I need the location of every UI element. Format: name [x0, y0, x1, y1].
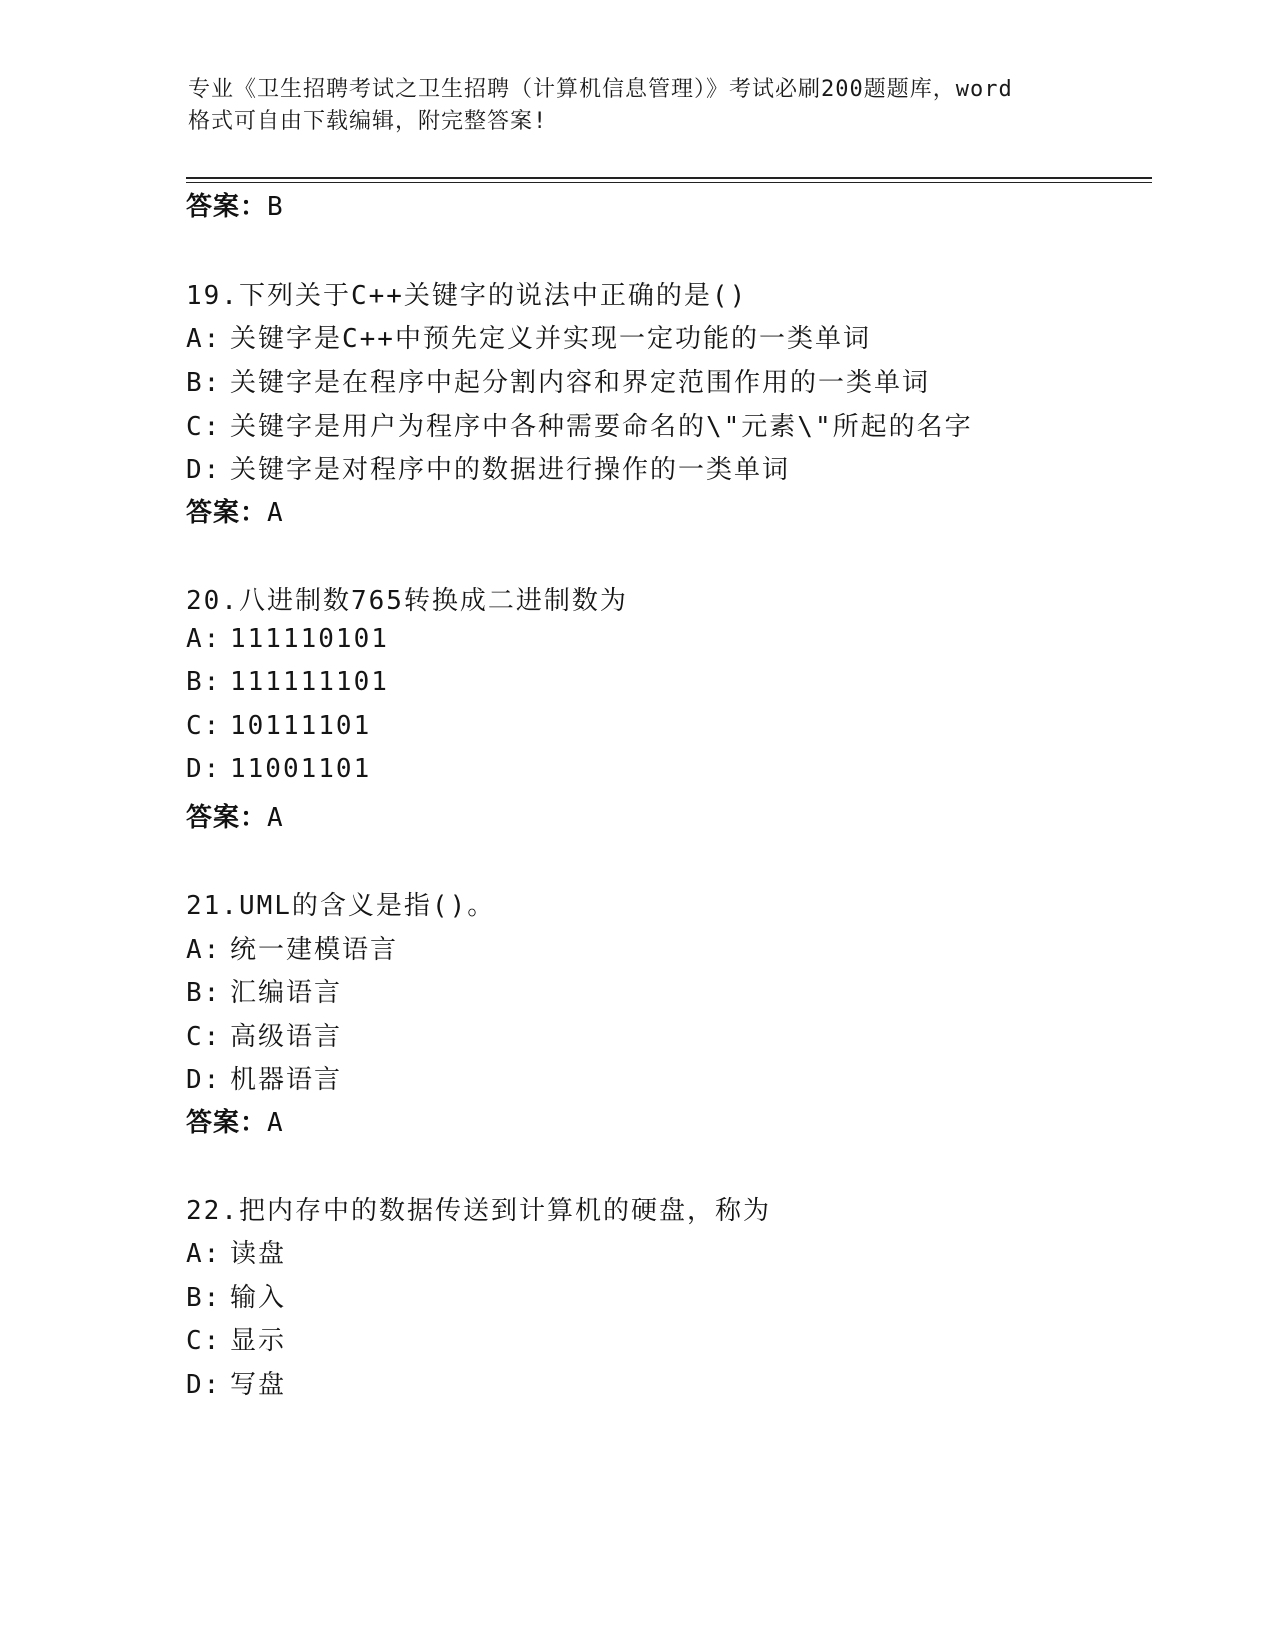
option-key: A:	[186, 935, 222, 965]
option-key: B:	[186, 368, 222, 398]
option-d	[186, 449, 790, 486]
option-a	[186, 624, 389, 654]
option-d	[186, 754, 371, 784]
option-key: C:	[186, 1022, 222, 1052]
option-key: B:	[186, 1283, 222, 1313]
option-text: 关键字是对程序中的数据进行操作的一类单词	[230, 455, 791, 485]
option-b	[186, 1277, 286, 1314]
answer-value: A	[267, 1108, 284, 1138]
option-text: 读盘	[230, 1239, 287, 1269]
option-key: D:	[186, 754, 222, 784]
header-line-1: 专业《卫生招聘考试之卫生招聘（计算机信息管理）》考试必刷200题题库，word	[188, 77, 1013, 102]
question-title: 22.把内存中的数据传送到计算机的硬盘，称为	[186, 1196, 771, 1226]
option-key: C:	[186, 1326, 222, 1356]
option-text: 显示	[230, 1326, 287, 1356]
option-key: A:	[186, 324, 222, 354]
header-divider-thick	[186, 177, 1152, 179]
option-a	[186, 1233, 286, 1270]
option-key: D:	[186, 1065, 222, 1095]
answer-label: 答案：	[186, 192, 268, 222]
option-key: D:	[186, 455, 222, 485]
option-a	[186, 318, 871, 355]
option-key: B:	[186, 667, 222, 697]
question-title: 19.下列关于C++关键字的说法中正确的是()	[186, 281, 748, 311]
option-b	[186, 972, 342, 1009]
option-c	[186, 1016, 342, 1053]
option-text: 111111101	[230, 667, 389, 697]
option-b	[186, 362, 930, 399]
document-header	[188, 74, 1108, 138]
question-title: 20.八进制数765转换成二进制数为	[186, 586, 628, 616]
option-c	[186, 1320, 286, 1357]
option-c	[186, 406, 973, 443]
option-text: 11001101	[230, 754, 372, 784]
option-text: 高级语言	[230, 1022, 343, 1052]
option-key: D:	[186, 1370, 222, 1400]
option-text: 关键字是在程序中起分割内容和界定范围作用的一类单词	[230, 368, 931, 398]
answer-prev	[186, 186, 284, 223]
option-b	[186, 667, 389, 697]
option-text: 111110101	[230, 624, 389, 654]
answer-label: 答案：	[186, 803, 268, 833]
option-d	[186, 1364, 286, 1401]
option-text: 输入	[230, 1283, 287, 1313]
question-title: 21.UML的含义是指()。	[186, 891, 496, 921]
answer-value: A	[267, 498, 284, 528]
option-text: 10111101	[230, 711, 372, 741]
answer-value: B	[267, 192, 284, 222]
option-key: C:	[186, 711, 222, 741]
option-text: 汇编语言	[230, 978, 343, 1008]
answer-21	[186, 1102, 284, 1139]
option-key: A:	[186, 1239, 222, 1269]
option-text: 统一建模语言	[230, 935, 399, 965]
option-key: B:	[186, 978, 222, 1008]
answer-value: A	[267, 803, 284, 833]
option-a	[186, 929, 398, 966]
header-divider-thin	[186, 182, 1152, 183]
option-text: 关键字是用户为程序中各种需要命名的\"元素\"所起的名字	[230, 412, 973, 442]
option-key: A:	[186, 624, 222, 654]
answer-20	[186, 797, 284, 834]
option-text: 关键字是C++中预先定义并实现一定功能的一类单词	[230, 324, 871, 354]
option-d	[186, 1059, 342, 1096]
option-text: 写盘	[230, 1370, 287, 1400]
answer-label: 答案：	[186, 498, 268, 528]
answer-19	[186, 492, 284, 529]
answer-label: 答案：	[186, 1108, 268, 1138]
header-line-2: 格式可自由下载编辑，附完整答案!	[188, 109, 548, 134]
option-key: C:	[186, 412, 222, 442]
option-c	[186, 711, 371, 741]
option-text: 机器语言	[230, 1065, 343, 1095]
